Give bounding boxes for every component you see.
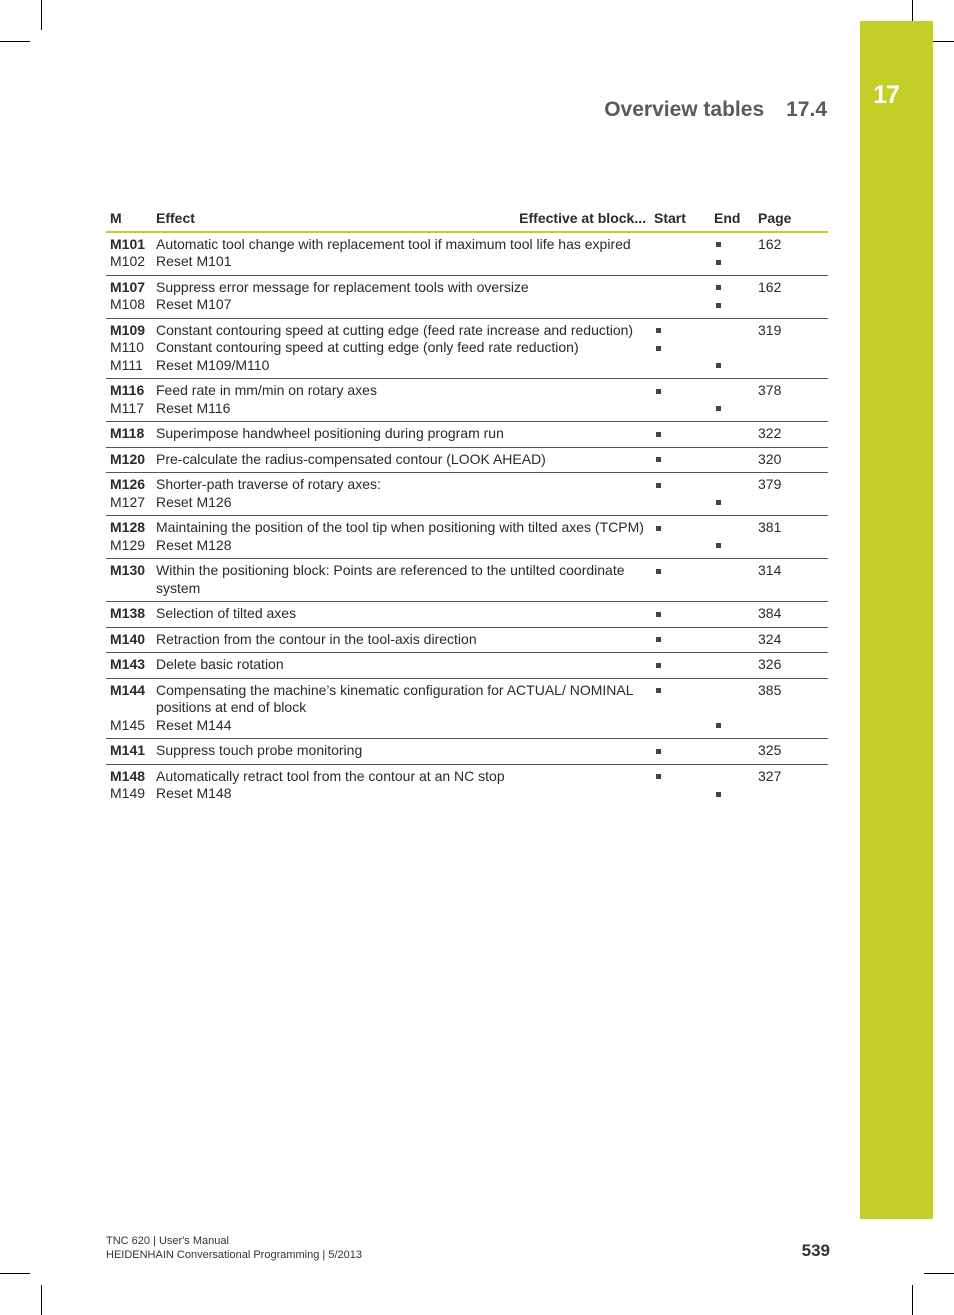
header-page: Page: [754, 208, 828, 232]
effect-text: Reset M144: [152, 717, 650, 739]
effect-text: Reset M148: [156, 785, 232, 801]
page-ref: 384: [754, 602, 828, 628]
table-header-row: [106, 208, 828, 232]
m-code: M130: [106, 559, 152, 602]
effect-text: Automatically retract tool from the contour at an NC stop: [156, 767, 505, 784]
page-ref: 162: [758, 235, 782, 252]
start-bullet-icon: [656, 663, 661, 668]
effect-text: Pre-calculate the radius-compensated contour (LOOK AHEAD): [152, 447, 650, 473]
end-cell: [710, 602, 754, 628]
page-ref: [754, 537, 828, 559]
table-row: [106, 339, 828, 357]
m-code: M120: [106, 447, 152, 473]
crop-mark: [912, 1285, 913, 1315]
m-code: M108: [106, 296, 152, 318]
m-code: M116: [110, 382, 145, 398]
m-code: M141: [106, 739, 152, 765]
page-ref: 379: [758, 476, 782, 492]
page-ref: [754, 785, 828, 807]
table-row: [106, 232, 828, 254]
table-row: [106, 400, 828, 422]
start-cell: [650, 653, 710, 679]
start-cell: [650, 296, 710, 318]
effect-text: Reset M109/M110: [152, 357, 650, 379]
table-row: [106, 422, 828, 448]
start-bullet-icon: [656, 526, 661, 531]
start-cell: [650, 717, 710, 739]
start-bullet-icon: [656, 432, 661, 437]
m-code: M149: [110, 785, 146, 801]
table-row: [106, 447, 828, 473]
end-bullet-icon: [716, 285, 721, 290]
end-bullet-icon: [716, 363, 721, 368]
table-row: [106, 318, 828, 339]
effect-text: Constant contouring speed at cutting edge (feed rate increase and reduction): [156, 321, 634, 338]
page-ref: 162: [758, 278, 782, 295]
table-row: [106, 379, 828, 400]
page-ref: 327: [758, 767, 782, 784]
page-ref: [754, 339, 828, 357]
table-row: [106, 296, 828, 318]
page-ref: 385: [758, 681, 782, 698]
m-code: M144: [110, 681, 146, 698]
start-cell: [650, 678, 710, 717]
page-ref: 322: [754, 422, 828, 448]
effect-text: Compensating the machine’s kinematic configuration for ACTUAL/ NOMINAL positions at end of block: [156, 681, 633, 715]
end-cell: [710, 785, 754, 807]
end-cell: [710, 296, 754, 318]
start-bullet-icon: [656, 612, 661, 617]
table-row: [106, 717, 828, 739]
start-cell: [650, 400, 710, 422]
start-bullet-icon: [656, 389, 661, 394]
section-number: 17.4: [786, 98, 827, 121]
end-cell: [710, 339, 754, 357]
m-code: M117: [106, 400, 152, 422]
m-code: M127: [106, 494, 152, 516]
start-cell: [650, 379, 710, 400]
page-ref: [754, 253, 828, 275]
page-ref: 381: [758, 519, 782, 535]
end-cell: [710, 537, 754, 559]
header-end: End: [710, 208, 754, 232]
end-bullet-icon: [716, 303, 721, 308]
crop-mark: [41, 1285, 42, 1315]
start-bullet-icon: [656, 483, 661, 488]
page-ref: 378: [758, 382, 782, 398]
m-code: M107: [110, 278, 146, 295]
start-cell: [650, 422, 710, 448]
start-cell: [650, 275, 710, 296]
footer: [106, 1234, 362, 1262]
page-ref: [754, 296, 828, 318]
m-code: M109: [110, 321, 146, 338]
m-code: M138: [106, 602, 152, 628]
table-body: [106, 232, 828, 807]
effect-text: Reset M101: [152, 253, 650, 275]
end-cell: [710, 653, 754, 679]
start-cell: [650, 764, 710, 785]
end-cell: [710, 494, 754, 516]
crop-mark: [924, 1273, 954, 1274]
header-effect: [152, 208, 650, 232]
end-cell: [710, 473, 754, 494]
page-ref: [754, 357, 828, 379]
crop-mark: [0, 41, 30, 42]
start-cell: [650, 494, 710, 516]
end-bullet-icon: [716, 406, 721, 411]
start-cell: [650, 357, 710, 379]
page-ref: 325: [754, 739, 828, 765]
effect-text: Constant contouring speed at cutting edge (only feed rate reduction): [156, 339, 579, 355]
end-cell: [710, 357, 754, 379]
table-row: [106, 253, 828, 275]
m-code: M118: [106, 422, 152, 448]
start-bullet-icon: [656, 688, 661, 693]
start-bullet-icon: [656, 774, 661, 779]
effect-text: Suppress error message for replacement tools with oversize: [156, 278, 529, 295]
start-cell: [650, 785, 710, 807]
start-cell: [650, 627, 710, 653]
end-cell: [710, 739, 754, 765]
table-row: [106, 627, 828, 653]
header-effective-at: Effective at block...: [519, 210, 646, 226]
end-bullet-icon: [716, 260, 721, 265]
start-cell: [650, 739, 710, 765]
start-bullet-icon: [656, 637, 661, 642]
start-cell: [650, 473, 710, 494]
start-bullet-icon: [656, 457, 661, 462]
table-row: [106, 473, 828, 494]
effect-text: Reset M107: [152, 296, 650, 318]
start-cell: [650, 516, 710, 537]
footer-line-2: HEIDENHAIN Conversational Programming | 5/2013: [106, 1249, 362, 1261]
effect-text: Delete basic rotation: [152, 653, 650, 679]
effect-text: Automatic tool change with replacement tool if maximum tool life has expired: [156, 235, 631, 252]
m-code: M101: [110, 235, 146, 252]
end-cell: [710, 275, 754, 296]
section-header: [604, 98, 827, 122]
page-number: 539: [801, 1241, 830, 1260]
m-code: M126: [110, 476, 146, 492]
effect-text: Within the positioning block: Points are referenced to the untilted coordinate system: [152, 559, 650, 602]
header-m: M: [106, 208, 152, 232]
page-ref: [754, 494, 828, 516]
end-bullet-icon: [716, 242, 721, 247]
effect-text: Reset M116: [152, 400, 650, 422]
end-cell: [710, 516, 754, 537]
m-code: M145: [106, 717, 152, 739]
end-cell: [710, 678, 754, 717]
table-row: [106, 602, 828, 628]
table-row: [106, 739, 828, 765]
end-cell: [710, 379, 754, 400]
table-row: [106, 653, 828, 679]
start-cell: [650, 339, 710, 357]
start-bullet-icon: [656, 569, 661, 574]
end-cell: [710, 318, 754, 339]
m-code: M129: [106, 537, 152, 559]
table-row: [106, 785, 828, 807]
page-ref: 319: [758, 321, 782, 338]
effect-text: Reset M126: [152, 494, 650, 516]
start-cell: [650, 559, 710, 602]
end-cell: [710, 400, 754, 422]
start-cell: [650, 253, 710, 275]
end-cell: [710, 559, 754, 602]
effect-text: Suppress touch probe monitoring: [152, 739, 650, 765]
effect-text: Selection of tilted axes: [152, 602, 650, 628]
start-cell: [650, 232, 710, 254]
table-row: [106, 537, 828, 559]
header-effect-label: Effect: [156, 210, 195, 226]
m-code: M110: [110, 339, 144, 355]
end-cell: [710, 447, 754, 473]
m-function-table: [106, 208, 828, 807]
start-bullet-icon: [656, 346, 661, 351]
end-bullet-icon: [716, 792, 721, 797]
footer-line-1: TNC 620 | User's Manual: [106, 1235, 229, 1247]
end-cell: [710, 253, 754, 275]
m-code: M140: [106, 627, 152, 653]
start-bullet-icon: [656, 328, 661, 333]
page-ref: [754, 400, 828, 422]
chapter-tab: [860, 21, 933, 1219]
page-ref: 326: [754, 653, 828, 679]
m-code: M148: [110, 767, 146, 784]
section-title: Overview tables: [604, 98, 765, 121]
header-start: Start: [650, 208, 710, 232]
m-code: M128: [110, 519, 146, 535]
m-code: M111: [106, 357, 152, 379]
effect-text: Superimpose handwheel positioning during program run: [152, 422, 650, 448]
page-ref: [754, 717, 828, 739]
end-cell: [710, 422, 754, 448]
end-bullet-icon: [716, 543, 721, 548]
start-bullet-icon: [656, 749, 661, 754]
end-bullet-icon: [716, 500, 721, 505]
start-cell: [650, 318, 710, 339]
start-cell: [650, 447, 710, 473]
effect-text: Retraction from the contour in the tool-axis direction: [152, 627, 650, 653]
page-ref: 324: [754, 627, 828, 653]
end-cell: [710, 764, 754, 785]
table-row: [106, 678, 828, 717]
end-cell: [710, 627, 754, 653]
end-cell: [710, 232, 754, 254]
page-ref: 314: [754, 559, 828, 602]
table-row: [106, 357, 828, 379]
chapter-number: 17: [873, 81, 899, 109]
start-cell: [650, 537, 710, 559]
crop-mark: [0, 1273, 30, 1274]
page-ref: 320: [754, 447, 828, 473]
end-bullet-icon: [716, 723, 721, 728]
table-row: [106, 275, 828, 296]
m-code: M143: [106, 653, 152, 679]
effect-text: Feed rate in mm/min on rotary axes: [156, 382, 377, 398]
table-row: [106, 516, 828, 537]
crop-mark: [41, 0, 42, 30]
start-cell: [650, 602, 710, 628]
table-row: [106, 559, 828, 602]
effect-text: Shorter-path traverse of rotary axes:: [156, 476, 381, 492]
end-cell: [710, 717, 754, 739]
effect-text: Maintaining the position of the tool tip when positioning with tilted axes (TCPM): [156, 519, 644, 535]
table-row: [106, 764, 828, 785]
table-row: [106, 494, 828, 516]
m-code: M102: [106, 253, 152, 275]
effect-text: Reset M128: [152, 537, 650, 559]
